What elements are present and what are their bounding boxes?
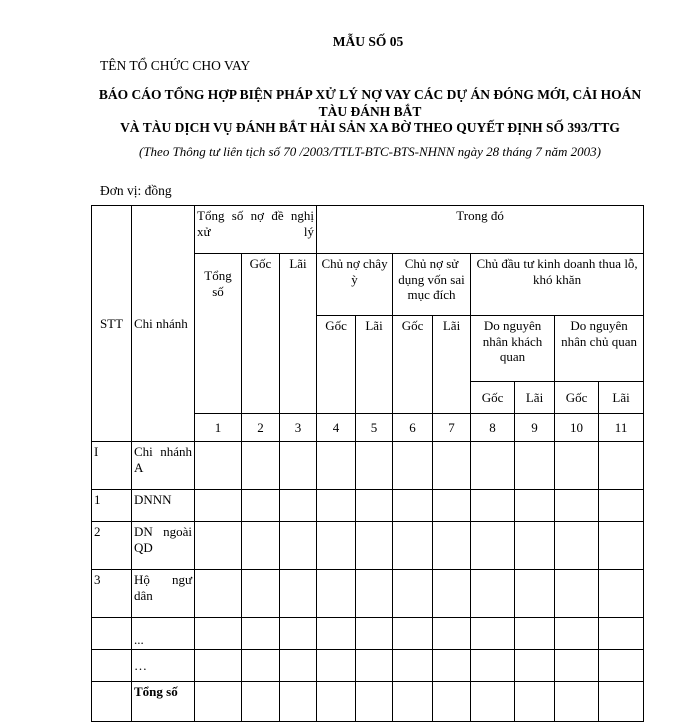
col-objective-cause-header: Do nguyên nhân khách quan <box>471 316 555 382</box>
col-principal-header: Gốc <box>242 254 280 414</box>
table-row <box>92 442 644 490</box>
col-owner-stubborn-principal: Gốc <box>317 316 356 414</box>
currency-unit: Đơn vị: đồng <box>100 183 172 198</box>
col-total-proposed-header: Tổng số nợ đề nghị xử lý <box>195 206 317 254</box>
row-name: DN ngoài QD <box>132 522 195 570</box>
report-title <box>90 87 650 137</box>
legal-reference: (Theo Thông tư liên tịch số 70 /2003/TTLT-BTC-BTS-NHNN ngày 28 tháng 7 năm 2003) <box>139 144 601 159</box>
col-total-header: Tổng số <box>195 254 242 414</box>
column-number: 4 <box>317 414 356 442</box>
col-branch-header: Chi nhánh <box>132 206 195 442</box>
column-number: 2 <box>242 414 280 442</box>
row-name: DNNN <box>132 490 195 522</box>
column-number: 9 <box>515 414 555 442</box>
header-row-1 <box>92 206 644 254</box>
table-row <box>92 570 644 618</box>
column-number: 11 <box>599 414 644 442</box>
total-row <box>92 682 644 722</box>
form-number: MẪU SỐ 05 <box>332 34 404 49</box>
col-owner-misuse-interest: Lãi <box>433 316 471 414</box>
column-number: 5 <box>356 414 393 442</box>
row-stt: I <box>92 442 132 490</box>
row-stt: 2 <box>92 522 132 570</box>
row-stt <box>92 618 132 650</box>
column-number: 10 <box>555 414 599 442</box>
column-number: 7 <box>433 414 471 442</box>
report-title-line-2: VÀ TÀU DỊCH VỤ ĐÁNH BẮT HẢI SẢN XA BỜ THEO QUYẾT ĐỊNH SỐ 393/TTG <box>120 120 620 135</box>
table-row <box>92 650 644 682</box>
col-owner-stubborn-interest: Lãi <box>356 316 393 414</box>
col-subjective-cause-header: Do nguyên nhân chủ quan <box>555 316 644 382</box>
col-of-which-header: Trong đó <box>317 206 644 254</box>
row-stt: 1 <box>92 490 132 522</box>
report-table <box>91 205 644 722</box>
row-stt <box>92 682 132 722</box>
col-subjective-interest: Lãi <box>599 382 644 414</box>
table-row <box>92 490 644 522</box>
organization-name: TÊN TỔ CHỨC CHO VAY <box>100 58 251 73</box>
col-objective-interest: Lãi <box>515 382 555 414</box>
col-interest-header: Lãi <box>280 254 317 414</box>
row-name: ... <box>132 618 195 650</box>
column-number: 1 <box>195 414 242 442</box>
col-stt-header: STT <box>92 206 132 442</box>
col-investor-loss-header: Chủ đầu tư kinh doanh thua lỗ, khó khăn <box>471 254 644 316</box>
col-objective-principal: Gốc <box>471 382 515 414</box>
report-title-line-1: BÁO CÁO TỔNG HỢP BIỆN PHÁP XỬ LÝ NỢ VAY CÁC DỰ ÁN ĐÓNG MỚI, CẢI HOÁN TÀU ĐÁNH BẮT <box>98 87 642 119</box>
col-owner-misuse-header: Chủ nợ sử dụng vốn sai mục đích <box>393 254 471 316</box>
column-number: 6 <box>393 414 433 442</box>
col-owner-stubborn-header: Chủ nợ chây ỳ <box>317 254 393 316</box>
column-number: 3 <box>280 414 317 442</box>
row-stt <box>92 650 132 682</box>
row-name: Hộ ngư dân <box>132 570 195 618</box>
table-row <box>92 618 644 650</box>
column-number: 8 <box>471 414 515 442</box>
row-name: … <box>132 650 195 682</box>
row-stt: 3 <box>92 570 132 618</box>
row-name: Tổng số <box>132 682 195 722</box>
table-row <box>92 522 644 570</box>
col-owner-misuse-principal: Gốc <box>393 316 433 414</box>
row-name: Chi nhánh A <box>132 442 195 490</box>
col-subjective-principal: Gốc <box>555 382 599 414</box>
